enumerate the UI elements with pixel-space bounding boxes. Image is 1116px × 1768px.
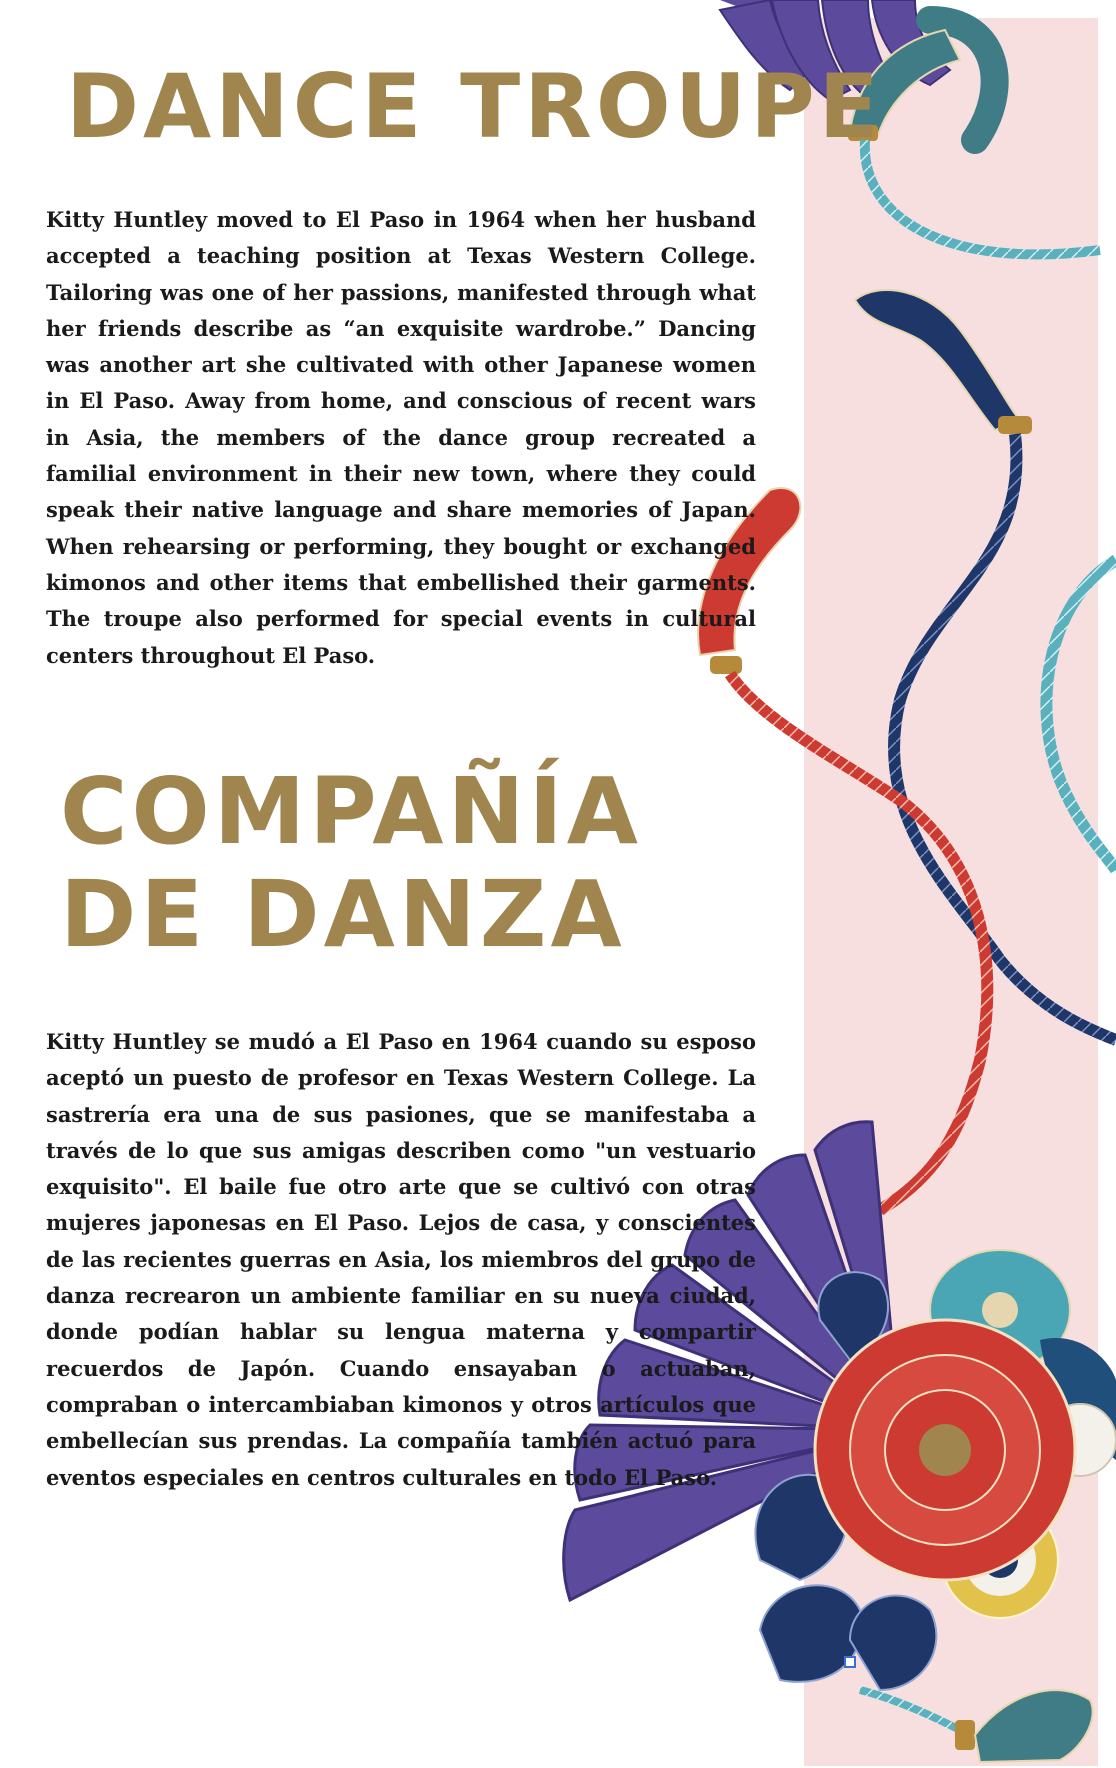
- body-spanish: Kitty Huntley se mudó a El Paso en 1964 cuando su esposo aceptó un puesto de profesor en Texas Western College. La sastrería era una de sus pasiones, que se manifestaba a través de lo que sus amigas describen como "un vestuario exquisito". El baile fue otro arte que se cultivó con otras mujeres japonesas en El Paso. Lejos de casa, y conscientes de las recientes guerras en Asia, los miembros del grupo de danza recrearon un ambiente familiar en su nueva ciudad, donde podían hablar su lengua materna y compartir recuerdos de Japón. Cuando ensayaban o actuaban, compraban o intercambiaban kimonos y otros artículos que embellecían sus prendas. La compañía también actuó para eventos especiales en centros culturales en todo El Paso.: [46, 1029, 756, 1490]
- tassel-teal-bottom: [860, 1690, 1093, 1762]
- selection-handle[interactable]: [844, 1656, 856, 1668]
- tassel-teal-top: [848, 20, 1100, 254]
- heading-spanish: COMPAÑÍA DE DANZA: [60, 758, 642, 969]
- heading-english: DANCE TROUPE: [66, 55, 883, 158]
- cord-teal-right: [1046, 560, 1116, 870]
- body-english: Kitty Huntley moved to El Paso in 1964 when her husband accepted a teaching position at Texas Western College. Tailoring was one of her passions, manifested through what her friends describe as “an exquisite wardrobe.” Dancing was another art she cultivated with other Japanese women in El Paso. Away from home, and conscious of recent wars in Asia, the members of the dance group recreated a familial environment in their new town, where they could speak their native language and share memories of Japan. When rehearsing or performing, they bought or exchanged kimonos and other items that embellished their garments. The troupe also performed for special events in cultural centers throughout El Paso.: [46, 207, 756, 668]
